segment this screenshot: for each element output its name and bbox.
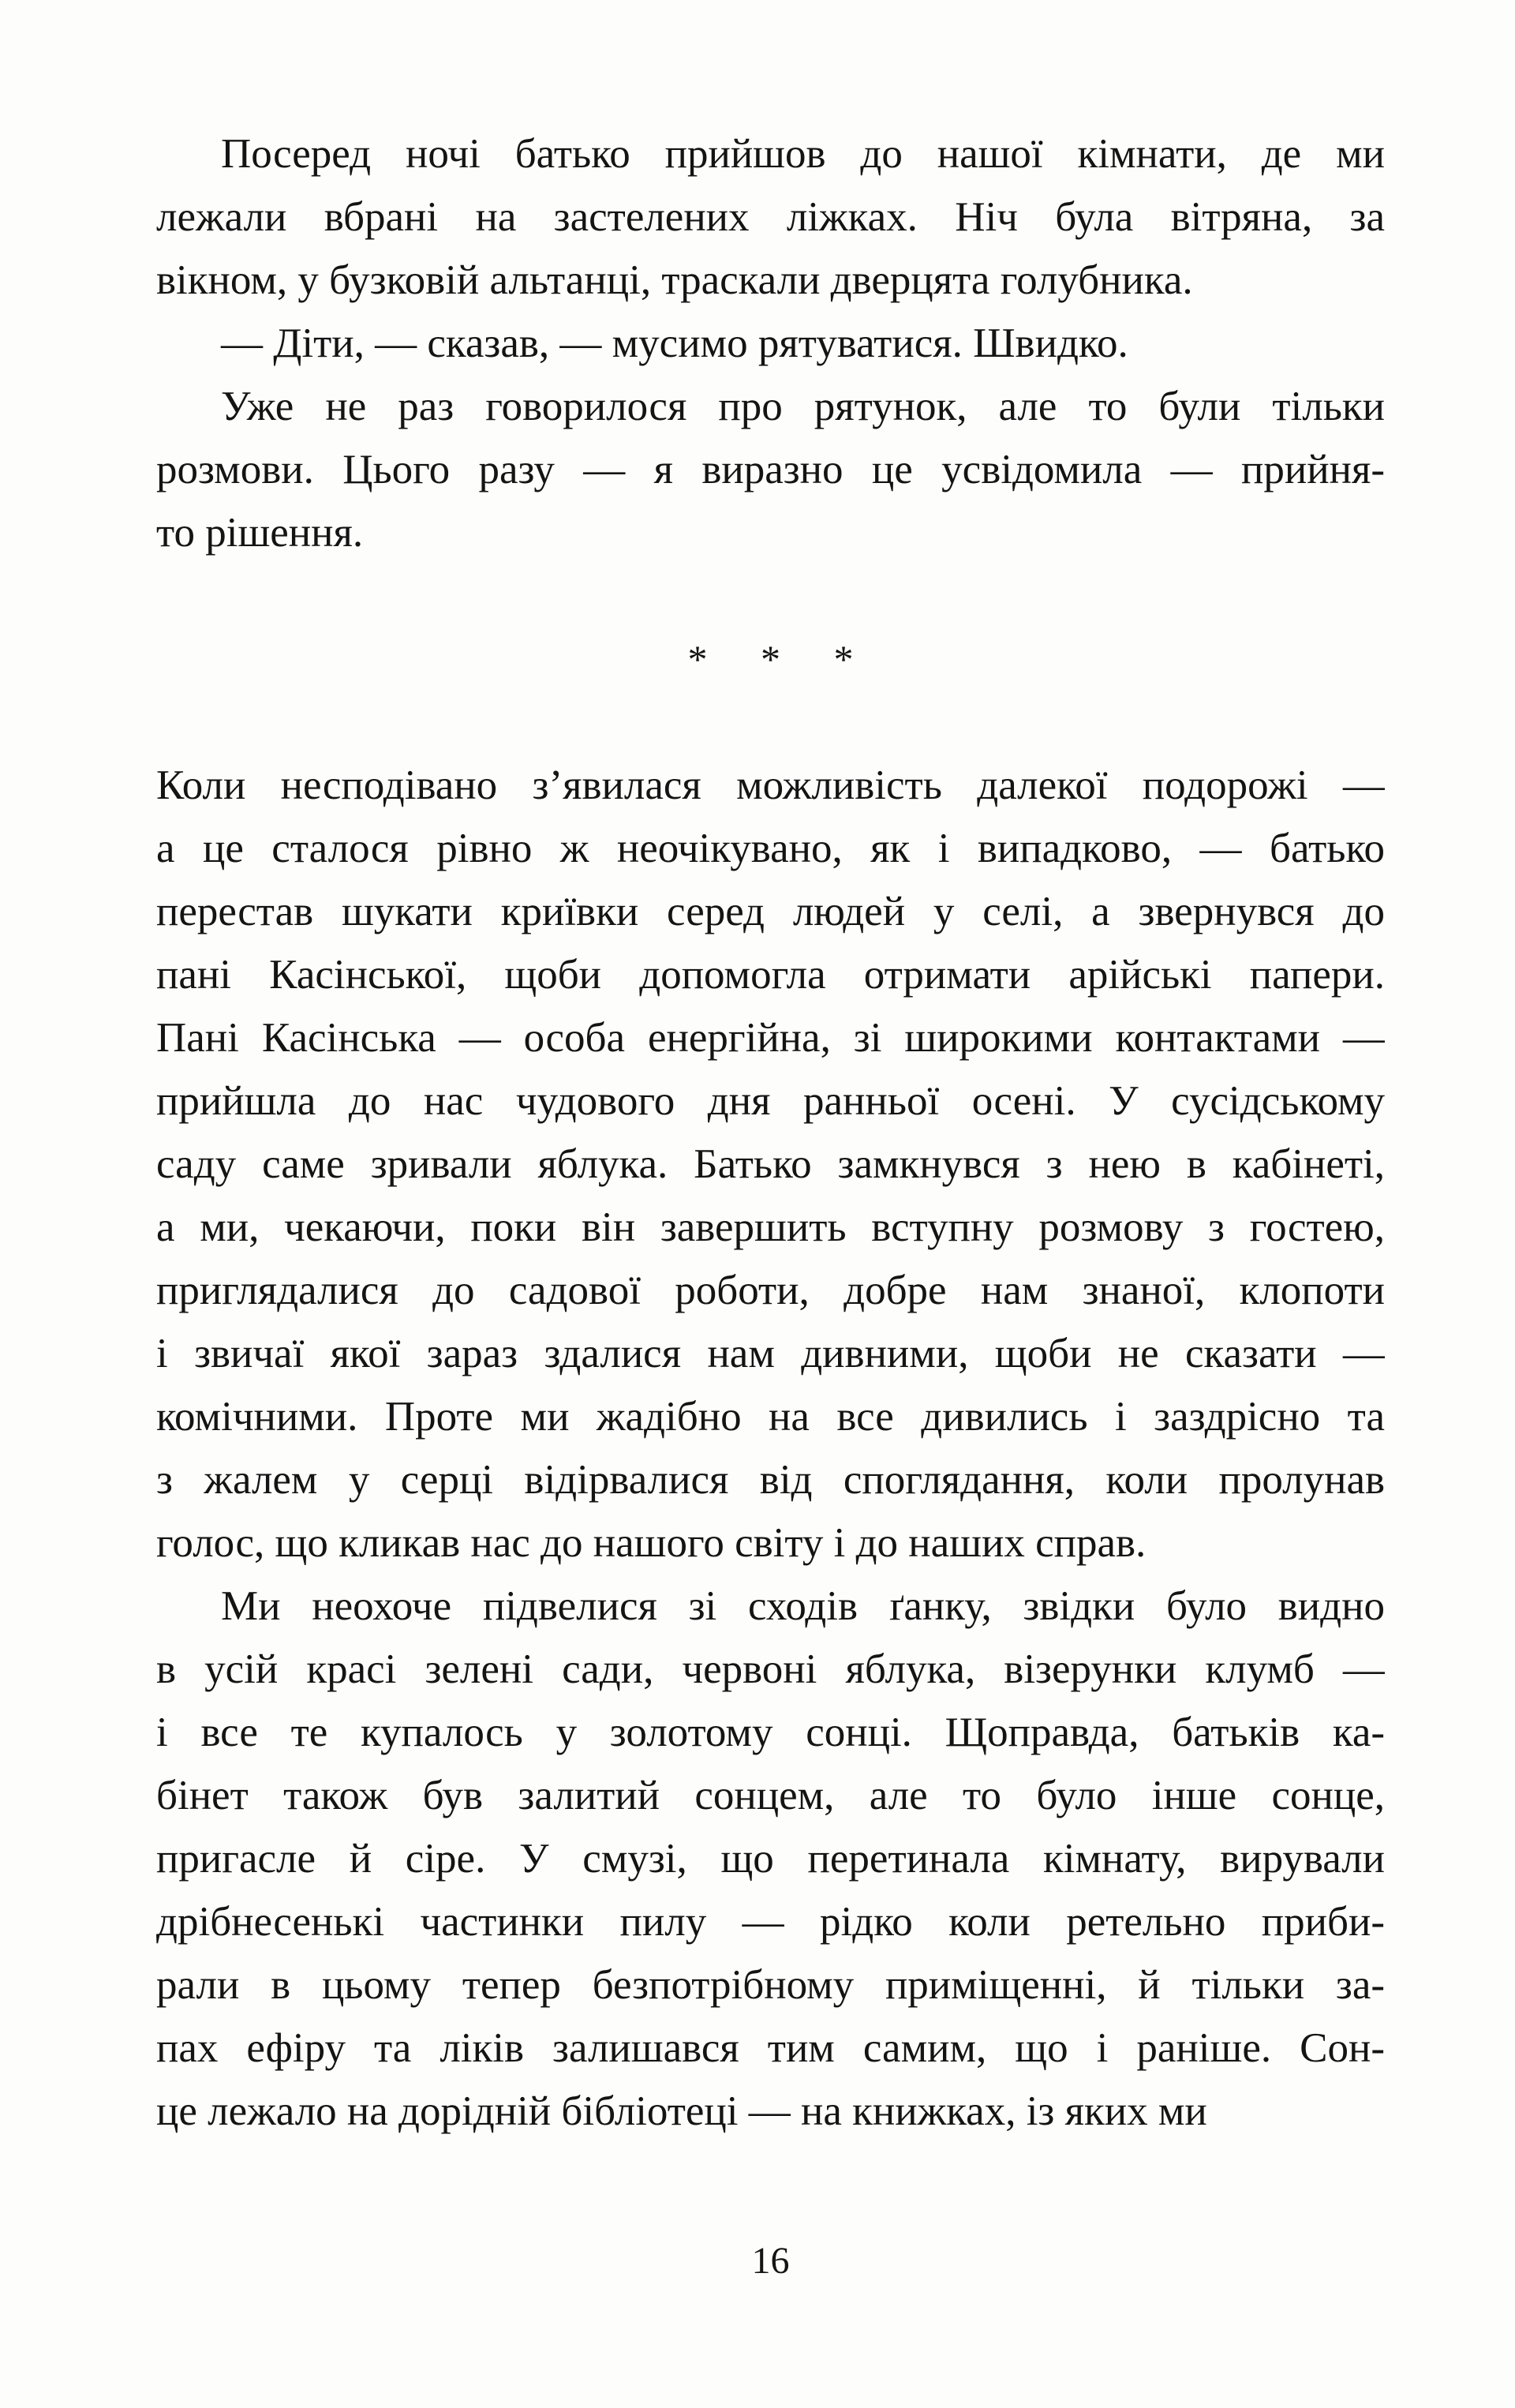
paragraph [156,375,1385,564]
text-line: вікном, у бузковій альтанці, траскали дверцята голубника. [156,257,1193,303]
text-line: рали в цьому тепер безпотрібному приміщенні, й тільки за- [156,1962,1385,2008]
text-line: і звичаї якої зараз здалися нам дивними, щоби не сказати — [156,1331,1385,1376]
text-line: Коли несподівано з’явилася можливість далекої подорожі — [156,762,1385,808]
text-line: то рішення. [156,510,364,556]
text-line: бінет також був залитий сонцем, але то було інше сонце, [156,1773,1385,1818]
paragraph [156,312,1385,375]
text-line: пані Касінської, щоби допомогла отримати арійські папери. [156,952,1385,998]
text-line: розмови. Цього разу — я виразно це усвідомила — прийня- [156,447,1385,492]
text-line: комічними. Проте ми жадібно на все дивились і заздрісно та [156,1394,1385,1440]
text-line: а ми, чекаючи, поки він завершить вступну розмову з гостею, [156,1204,1385,1250]
page-text [156,122,1385,2143]
text-line: пригасле й сіре. У смузі, що перетинала кімнату, вирували [156,1836,1385,1882]
text-line: лежали вбрані на застелених ліжках. Ніч була вітряна, за [156,194,1385,240]
page-number: 16 [751,2240,790,2282]
text-line: Уже не раз говорилося про рятунок, але то були тільки [221,384,1385,429]
text-line: а це сталося рівно ж неочікувано, як і випадково, — батько [156,826,1385,871]
text-line: пах ефіру та ліків залишався тим самим, що і раніше. Сон- [156,2025,1385,2071]
text-line: це лежало на дорідній бібліотеці — на книжках, із яких ми [156,2088,1207,2134]
text-line: саду саме зривали яблука. Батько замкнувся з нею в кабінеті, [156,1141,1385,1187]
text-line: перестав шукати криївки серед людей у селі, а звернувся до [156,889,1385,934]
section-separator: * * * [687,637,875,681]
text-line: Ми неохоче підвелися зі сходів ґанку, звідки було видно [221,1583,1385,1629]
text-line: Пані Касінська — особа енергійна, зі широкими контактами — [156,1015,1385,1061]
paragraph [156,122,1385,312]
paragraph [156,754,1385,1575]
text-line: приглядалися до садової роботи, добре нам знаної, клопоти [156,1268,1385,1313]
text-line: і все те купалось у золотому сонці. Щоправда, батьків ка- [156,1710,1385,1755]
text-line: в усій красі зелені сади, червоні яблука, візерунки клумб — [156,1646,1385,1692]
text-line: дрібнесенькі частинки пилу — рідко коли ретельно приби- [156,1899,1385,1945]
paragraph [156,1575,1385,2143]
text-line: — Діти, — сказав, — мусимо рятуватися. Швидко. [221,320,1128,366]
text-line: Посеред ночі батько прийшов до нашої кімнати, де ми [221,131,1385,177]
text-line: з жалем у серці відірвалися від споглядання, коли пролунав [156,1457,1385,1503]
text-line: голос, що кликав нас до нашого світу і до наших справ. [156,1520,1147,1566]
text-line: прийшла до нас чудового дня ранньої осені. У сусідському [156,1078,1385,1124]
